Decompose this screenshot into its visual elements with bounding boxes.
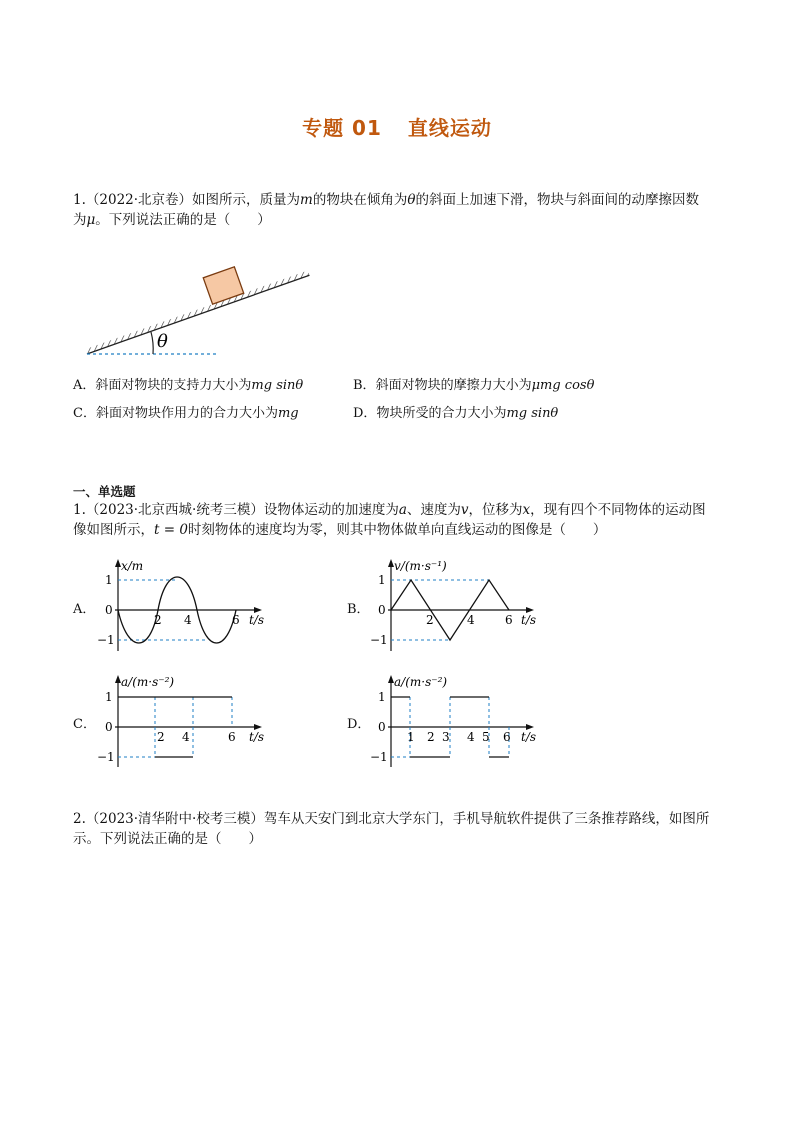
graph-d-ytick-pos: 1	[378, 690, 386, 704]
graph-b-xtick-3: 6	[505, 613, 513, 627]
q1-number: 1.	[73, 192, 86, 208]
graph-a-ylabel: x/m	[121, 559, 144, 573]
graph-a-ytick-pos: 1	[105, 573, 113, 587]
graph-b-ytick-neg: −1	[370, 633, 388, 647]
graph-d-xtick-1: 1	[407, 730, 415, 744]
graph-d[interactable]	[369, 672, 554, 772]
q1-option-d[interactable]	[353, 405, 558, 423]
page-title	[0, 112, 794, 141]
q1-option-b[interactable]	[353, 377, 594, 395]
graph-d-xtick-6: 6	[503, 730, 511, 744]
title-sub: 直线运动	[407, 116, 492, 140]
q2-line2-b: 时刻物体的速度均为零，则其中物体做单向直线运动的图像是（ ）	[187, 522, 607, 538]
q2-text-a: 设物体运动的加速度为	[263, 502, 399, 518]
incline-hatching	[85, 271, 309, 354]
q3-number: 2.	[73, 811, 86, 827]
q1-option-b-text: 斜面对物块的摩擦力大小为	[375, 378, 532, 393]
q3-stem	[73, 809, 733, 849]
graph-b-ytick-zero: 0	[378, 603, 386, 617]
q1-option-d-text: 物块所受的合力大小为	[376, 406, 507, 421]
q2-text-c: ，位移为	[468, 502, 523, 518]
q2-line2-a: 像如图所示，	[73, 522, 154, 538]
graph-b-xlabel: t/s	[521, 613, 537, 627]
q2-var-t0: t = 0	[154, 522, 188, 538]
q1-var-theta: θ	[407, 192, 416, 208]
graph-a-xtick-3: 6	[232, 613, 240, 627]
graph-a-xtick-2: 4	[184, 613, 192, 627]
graph-c-ytick-pos: 1	[105, 690, 113, 704]
q2-text-b: 、速度为	[406, 502, 461, 518]
graph-d-ytick-neg: −1	[370, 750, 388, 764]
q2-text-d: ，现有四个不同物体的运动图	[530, 502, 706, 518]
graph-a-xtick-1: 2	[154, 613, 162, 627]
graph-c-xtick-1: 2	[157, 730, 165, 744]
graph-c-xtick-3: 6	[228, 730, 236, 744]
angle-arc	[151, 332, 153, 354]
section-heading: 一、单选题	[73, 484, 136, 499]
graph-d-ylabel: a/(m·s⁻²)	[394, 675, 448, 689]
graph-d-xlabel: t/s	[521, 730, 537, 744]
q1-text-d: 为	[73, 212, 87, 228]
graph-d-xtick-2: 2	[427, 730, 435, 744]
title-main: 专题 01	[302, 116, 382, 140]
graph-b-ylabel: v/(m·s⁻¹)	[394, 559, 447, 573]
q1-option-b-formula: μmg cosθ	[531, 378, 595, 393]
q1-stem	[73, 190, 723, 230]
graph-d-xtick-5: 5	[482, 730, 490, 744]
q2-source: （2023·北京西城·统考三模）	[85, 502, 264, 518]
graph-b-ytick-pos: 1	[378, 573, 386, 587]
q3-text-a: 驾车从天安门到北京大学东门，手机导航软件提供了三条推荐路线，如图所	[263, 811, 710, 827]
q1-option-c-text: 斜面对物块作用力的合力大小为	[95, 406, 278, 421]
graph-c-xtick-2: 4	[182, 730, 190, 744]
angle-label: θ	[157, 331, 168, 352]
graph-b-xtick-2: 4	[467, 613, 475, 627]
graph-c-ytick-zero: 0	[105, 720, 113, 734]
graph-c-xlabel: t/s	[249, 730, 265, 744]
graph-c[interactable]	[95, 672, 275, 772]
incline-surface	[87, 275, 309, 354]
q1-var-mu: μ	[86, 212, 96, 228]
graph-d-xtick-4: 4	[467, 730, 475, 744]
graph-b-xtick-1: 2	[426, 613, 434, 627]
graph-c-ylabel: a/(m·s⁻²)	[121, 675, 175, 689]
q1-source: （2022·北京卷）	[85, 192, 193, 208]
graph-c-ytick-neg: −1	[97, 750, 115, 764]
q1-text-c: 的斜面上加速下滑，物块与斜面间的动摩擦因数	[415, 192, 699, 208]
q1-option-d-formula: mg sinθ	[506, 406, 559, 421]
q1-option-a[interactable]	[73, 377, 303, 395]
q2-option-d-label[interactable]: D．	[347, 717, 371, 732]
q2-stem	[73, 500, 733, 540]
q1-option-d-label: D．	[353, 406, 377, 421]
graph-a-ytick-neg: −1	[97, 633, 115, 647]
q1-option-a-text: 斜面对物块的支持力大小为	[95, 378, 252, 393]
q1-option-c-label: C．	[73, 406, 96, 421]
q3-source: （2023·清华附中·校考三模）	[85, 811, 264, 827]
graph-d-ytick-zero: 0	[378, 720, 386, 734]
q1-text-e: 。下列说法正确的是（ ）	[95, 212, 271, 228]
incline-figure	[80, 248, 320, 363]
graph-a-ytick-zero: 0	[105, 603, 113, 617]
q1-option-c-formula: mg	[277, 406, 299, 421]
q1-option-a-formula: mg sinθ	[251, 378, 304, 393]
q1-var-m: m	[300, 192, 313, 208]
q1-option-b-label: B．	[353, 378, 376, 393]
q1-option-c[interactable]	[73, 405, 299, 423]
graph-d-xtick-3: 3	[442, 730, 450, 744]
q1-text-b: 的物块在倾角为	[312, 192, 408, 208]
graph-b[interactable]	[369, 556, 554, 656]
q1-option-a-label: A．	[73, 378, 96, 393]
q2-number: 1.	[73, 502, 86, 518]
graph-a[interactable]	[95, 556, 275, 656]
graph-a-xlabel: t/s	[249, 613, 265, 627]
q2-var-a: a	[398, 502, 407, 518]
q3-text-b: 示。下列说法正确的是（ ）	[73, 831, 262, 847]
q2-option-a-label[interactable]: A．	[73, 602, 96, 617]
q1-text-a: 如图所示，质量为	[192, 192, 301, 208]
q2-option-c-label[interactable]: C．	[73, 717, 96, 732]
q2-option-b-label[interactable]: B．	[347, 602, 370, 617]
q2-var-x: x	[522, 502, 531, 518]
q2-var-v: v	[460, 502, 469, 518]
